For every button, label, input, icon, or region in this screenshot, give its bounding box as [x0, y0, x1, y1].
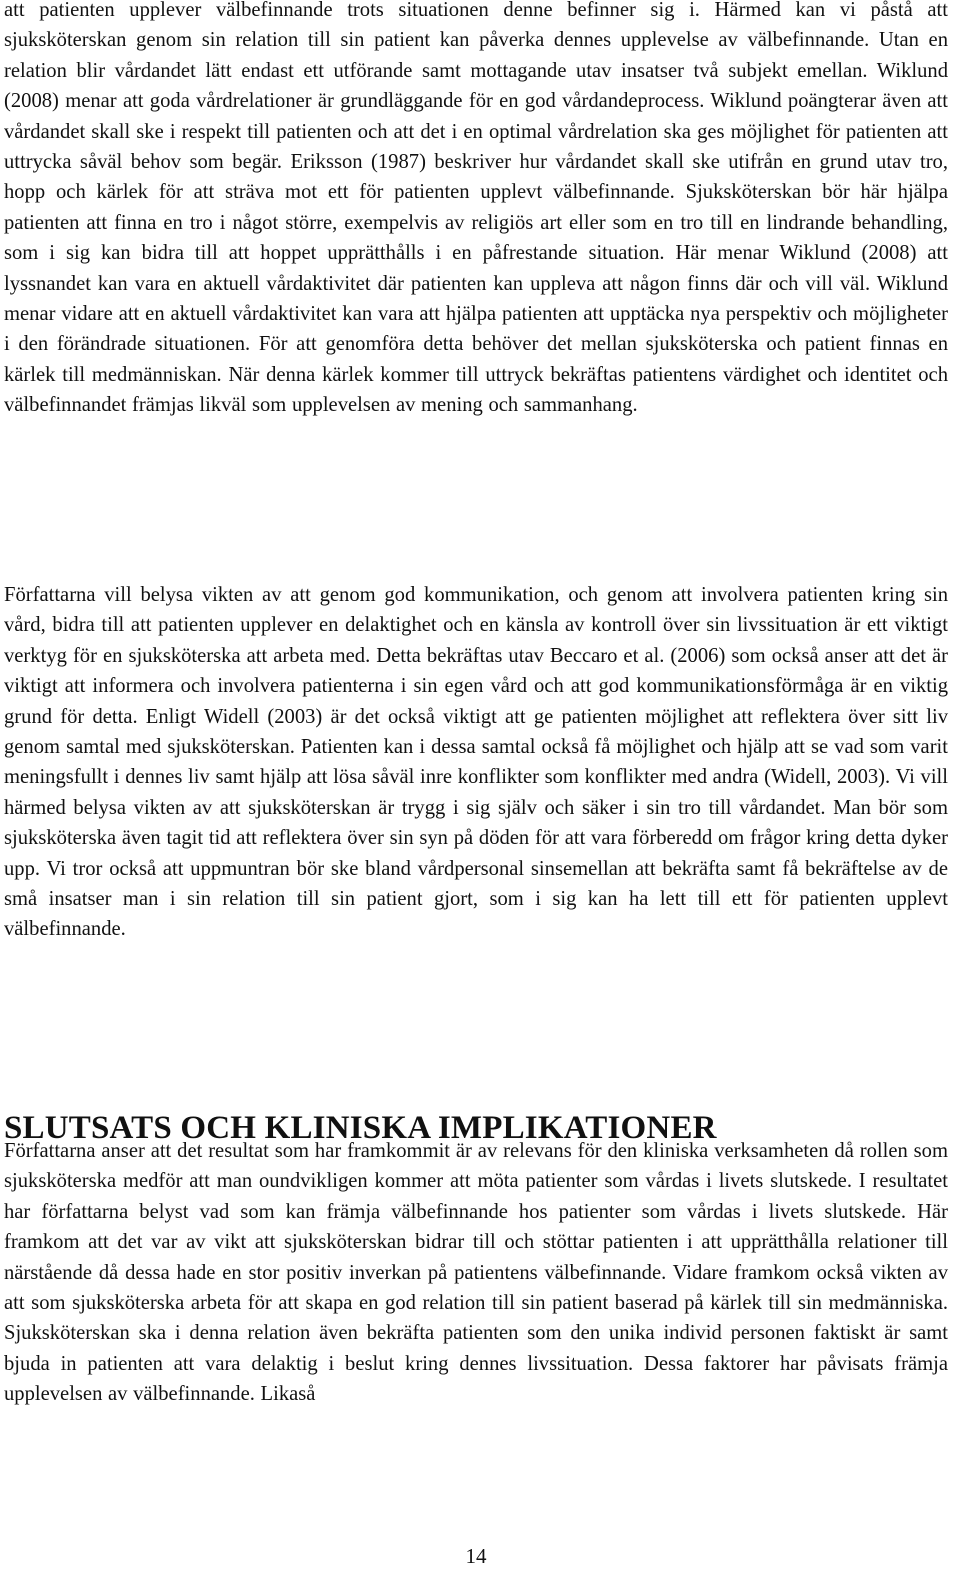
body-paragraph-2: Författarna vill belysa vikten av att genom god kommunikation, och genom att involvera patienten kring sin vård, bidra till att patienten upplever en delaktighet och en känsla av kontroll över sin livssituation är ett viktigt verktyg för en sjuksköterska att arbeta med. Detta bekräftas utav Beccaro et al. (2006) som också anser att det är viktigt att informera och involvera patienterna i sin egen vård och att god kommunikationsförmåga är en viktig grund för detta. Enligt Widell (2003) är det också viktigt att ge patienten möjlighet att reflektera över sitt liv genom samtal med sjuksköterskan. Patienten kan i dessa samtal också få möjlighet och hjälp att se vad som varit meningsfullt i dennes liv samt hjälp att lösa såväl inre konflikter som konflikter med andra (Widell, 2003). Vi vill härmed belysa vikten av att sjuksköterskan är trygg i sig själv och säker i sin tro till vårdandet. Man bör som sjuksköterska även tagit tid att reflektera över sin syn på döden för att vara förberedd om frågor kring detta dyker upp. Vi tror också att uppmuntran bör ske bland vårdpersonal sinsemellan att bekräfta samt få bekräftelse av de små insatser man i sin relation till sin patient gjort, som i sig kan ha lett till ett för patienten upplevt välbefinnande.: [4, 584, 948, 941]
section-heading: SLUTSATS OCH KLINISKA IMPLIKATIONER: [4, 1110, 717, 1146]
section-paragraph: Författarna anser att det resultat som har framkommit är av relevans för den kliniska verksamheten då rollen som sjuksköterska medför att man oundvikligen kommer att möta patienter som vårdas i livets slutskede. I resultatet har författarna belyst vad som kan främja välbefinnande hos patienter som vårdas i livets slutskede. Här framkom att det var av vikt att sjuksköterskan bidrar till och stöttar patienten i att upprätthålla relationer till närstående då dessa hade en stor positiv inverkan på patientens välbefinnande. Vidare framkom också vikten av att som sjuksköterska arbeta för att skapa en god relation till sin patient baserad på kärlek till sin medmänniska. Sjuksköterskan ska i denna relation även bekräfta patienten som den unika individ personen faktiskt är samt bjuda in patienten att vara delaktig i beslut kring dennes livssituation. Dessa faktorer har påvisats främja upplevelsen av välbefinnande. Likaså: [4, 1140, 948, 1406]
page-number: 14: [465, 1544, 487, 1568]
body-paragraph-1: att patienten upplever välbefinnande trots situationen denne befinner sig i. Härmed kan vi påstå att sjuksköterskan genom sin relation till sin patient kan påverka dennes upplevelse av välbefinnande. Utan en relation blir vårdandet lätt endast ett utförande samt mottagande utav insatser två subjekt emellan. Wiklund (2008) menar att goda vårdrelationer är grundläggande för en god vårdandeprocess. Wiklund poängterar även att vårdandet skall ske i respekt till patienten och att det i en optimal vårdrelation ska ges möjlighet för patienten att uttrycka såväl behov som begär. Eriksson (1987) beskriver hur vårdandet skall ske utifrån en grund utav tro, hopp och kärlek för att sträva mot ett för patienten upplevt välbefinnande. Sjuksköterskan bör här hjälpa patienten att finna en tro i något större, exempelvis av religiös art eller som en tro till en lindrande behandling, som i sig kan bidra till att hoppet upprätthålls i en påfrestande situation. Här menar Wiklund (2008) att lyssnandet kan vara en aktuell vårdaktivitet där patienten kan uppleva att någon finns där och vill väl. Wiklund menar vidare att en aktuell vårdaktivitet kan vara att hjälpa patienten att upptäcka nya perspektiv och möjligheter i den förändrade situationen. För att genomföra detta behöver det mellan sjuksköterska och patient finnas en kärlek till medmänniskan. När denna kärlek kommer till uttryck bekräftas patientens värdighet och identitet och välbefinnandet främjas likväl som upplevelsen av mening och sammanhang.: [4, 0, 948, 417]
